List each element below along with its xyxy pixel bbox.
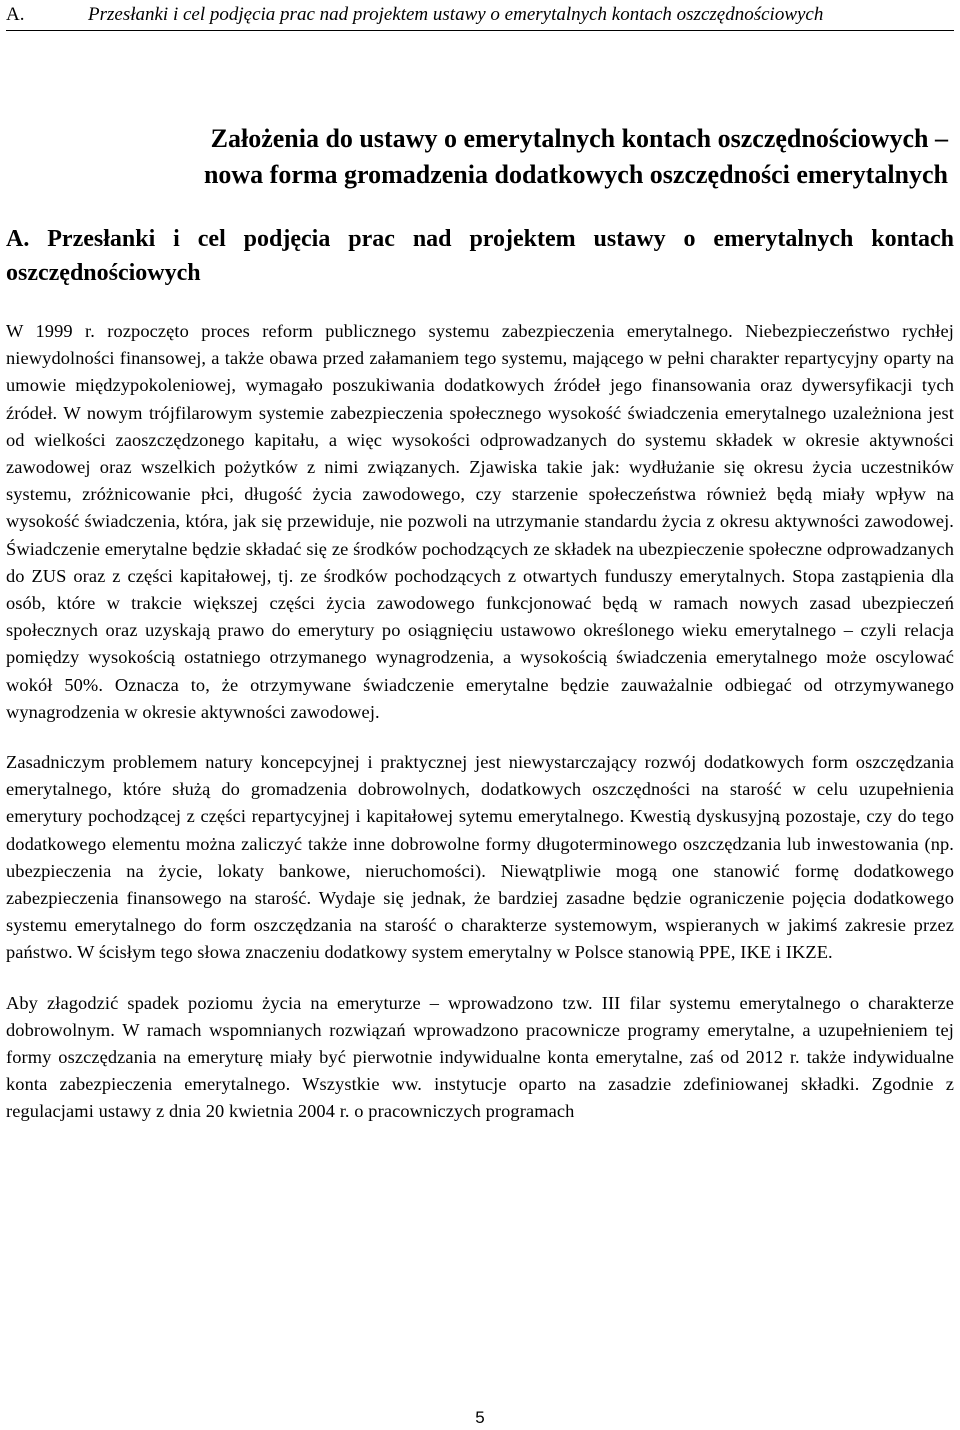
paragraph-1: W 1999 r. rozpoczęto proces reform publicznego systemu zabezpieczenia emerytalnego. Niebezpieczeństwo rychłej niewydolności finansowej, a także obawa przed załamaniem tego systemu, mającego w pełni charakter repartycyjny oparty na umowie międzypokoleniowej, wymagało poszukiwania dodatkowych źródeł jego finansowania oraz dywersyfikacji tych źródeł. W nowym trójfilarowym systemie zabezpieczenia społecznego wysokość świadczenia emerytalnego uzależniona jest od wielkości zaoszczędzonego kapitału, a więc wysokości odprowadzanych do systemu składek w okresie aktywności zawodowej oraz wszelkich pożytków z nimi związanych. Zjawiska takie jak: wydłużanie się okresu życia uczestników systemu, zróżnicowanie płci, długość życia zawodowego, czy starzenie społeczeństwa również będą miały wpływ na wysokość świadczenia, która, jak się przewiduje, nie pozwoli na utrzymanie standardu życia z okresu aktywności zawodowej. Świadczenie emerytalne będzie składać się ze środków pochodzących ze składek na ubezpieczenie społeczne odprowadzanych do ZUS oraz z części kapitałowej, tj. ze środków pochodzących z otwartych funduszy emerytalnych. Stopa zastąpienia dla osób, które w trakcie większej części życia zawodowego funkcjonować będą w ramach nowych zasad ubezpieczeń społecznych oraz uzyskają prawo do emerytury po osiągnięciu ustawowo określonego wieku emerytalnego – czyli relacja pomiędzy wysokością ostatniego otrzymanego wynagrodzenia, a wysokością świadczenia emerytalnego może oscylować wokół 50%. Oznacza to, że otrzymywane świadczenie emerytalne będzie zauważalnie odbiegać od otrzymywanego wynagrodzenia w okresie aktywności zawodowej.: [6, 321, 954, 722]
running-header-letter: A.: [6, 4, 25, 25]
page-number: 5: [475, 1408, 485, 1427]
running-header: [6, 2, 954, 31]
paragraph-2: Zasadniczym problemem natury koncepcyjnej i praktycznej jest niewystarczający rozwój dodatkowych form oszczędzania emerytalnego, które służą do gromadzenia dobrowolnych, dodatkowych oszczędności na starość w celu uzupełnienia emerytury pochodzącej z części repartycyjnej i kapitałowej sytemu emerytalnego. Kwestią dyskusyjną pozostaje, czy do tego dodatkowego elementu można zaliczyć także inne dobrowolne formy długoterminowego oszczędzania lub inwestowania (np. ubezpieczenia na życie, lokaty bankowe, nieruchomości). Niewątpliwie mogą one stanowić formę dodatkowego zabezpieczenia finansowego na starość. Wydaje się jednak, że bardziej zasadne będzie ograniczenie pojęcia dodatkowego systemu emerytalnego do form oszczędzania na starość o charakterze systemowym, wspieranych w jakimś zakresie przez państwo. W ścisłym tego słowa znaczeniu dodatkowy system emerytalny w Polsce stanowią PPE, IKE i IKZE.: [6, 752, 954, 963]
document-title-line-2: nowa forma gromadzenia dodatkowych oszczędności emerytalnych: [203, 160, 948, 189]
body-text: [6, 318, 954, 1126]
document-title-line-1: Założenia do ustawy o emerytalnych kontach oszczędnościowych –: [210, 124, 948, 153]
running-header-text: Przesłanki i cel podjęcia prac nad projektem ustawy o emerytalnych kontach oszczędnościowych: [88, 4, 824, 25]
paragraph-3: Aby złagodzić spadek poziomu życia na emeryturze – wprowadzono tzw. III filar systemu emerytalnego o charakterze dobrowolnym. W ramach wspomnianych rozwiązań wprowadzono pracownicze programy emerytalne, a uzupełnieniem tej formy oszczędzania na emeryturę miały być pierwotnie indywidualne konta emerytalne, zaś od 2012 r. także indywidualne konta zabezpieczenia emerytalnego. Wszystkie ww. instytucje oparto na zasadzie zdefiniowanej składki. Zgodnie z regulacjami ustawy z dnia 20 kwietnia 2004 r. o pracowniczych programach: [6, 992, 954, 1122]
section-heading: A. Przesłanki i cel podjęcia prac nad projektem ustawy o emerytalnych kontach oszczędnościowych: [6, 226, 954, 286]
document-title: [6, 121, 948, 193]
